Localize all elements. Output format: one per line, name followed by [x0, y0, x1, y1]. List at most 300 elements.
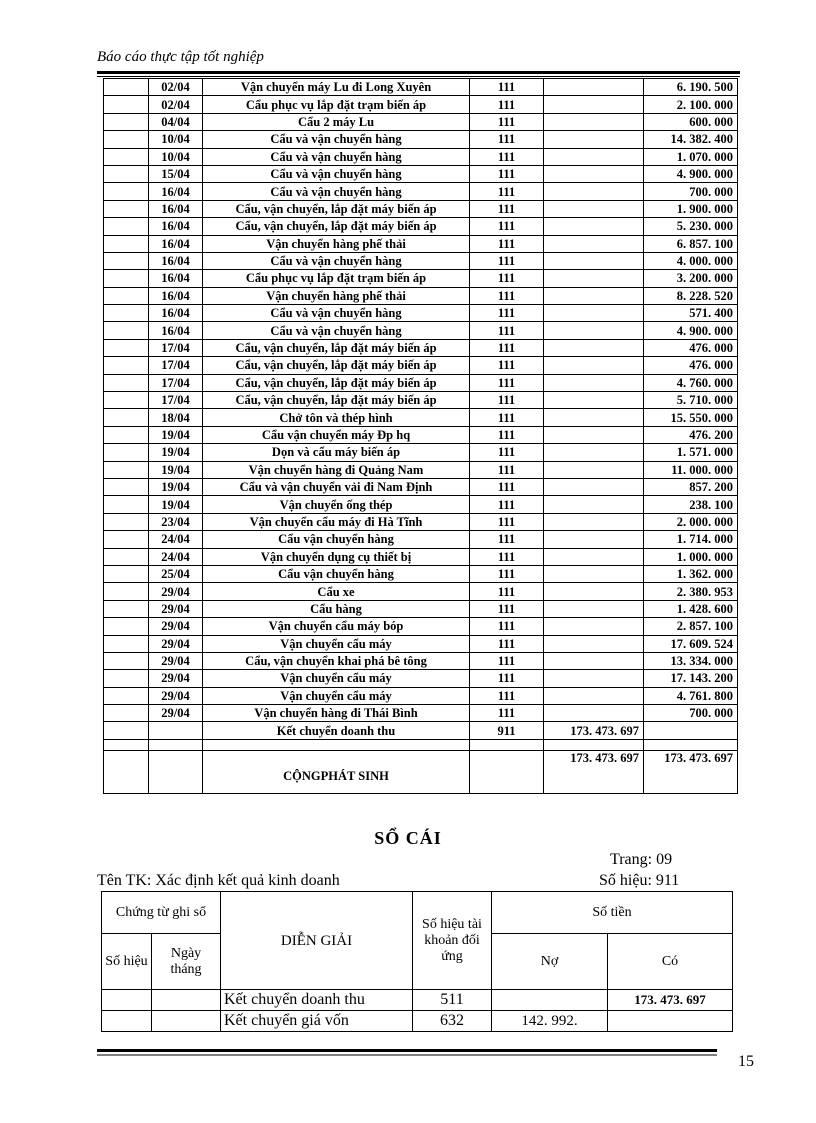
date-cell: 29/04 — [149, 652, 203, 669]
debit-cell — [544, 583, 644, 600]
table-row — [104, 548, 738, 565]
table-row — [104, 96, 738, 113]
table-row — [104, 200, 738, 217]
voucher-no-cell — [104, 183, 149, 200]
table-row — [104, 722, 738, 739]
description-cell: Cẩu vận chuyển hàng — [203, 531, 470, 548]
account-cell: 111 — [470, 478, 544, 495]
debit-cell — [544, 444, 644, 461]
credit-cell: 4. 900. 000 — [644, 322, 738, 339]
account-cell: 111 — [470, 165, 544, 182]
table-row — [104, 687, 738, 704]
date-cell: 29/04 — [149, 635, 203, 652]
credit-cell: 11. 000. 000 — [644, 461, 738, 478]
table-row — [104, 565, 738, 582]
debit-cell — [544, 618, 644, 635]
date-cell: 23/04 — [149, 513, 203, 530]
description-cell: Cẩu 2 máy Lu — [203, 113, 470, 130]
date-cell: 19/04 — [149, 496, 203, 513]
date-cell: 16/04 — [149, 200, 203, 217]
empty-cell — [149, 739, 203, 750]
voucher-no-cell — [104, 252, 149, 269]
description-cell: Kết chuyển doanh thu — [203, 722, 470, 739]
debit-cell — [544, 600, 644, 617]
credit-cell: 2. 100. 000 — [644, 96, 738, 113]
debit-cell — [544, 252, 644, 269]
account-cell: 111 — [470, 652, 544, 669]
description-cell: Dọn và cẩu máy biến áp — [203, 444, 470, 461]
account-cell: 111 — [470, 131, 544, 148]
table-row — [104, 444, 738, 461]
date-cell: 10/04 — [149, 148, 203, 165]
date-cell: 16/04 — [149, 287, 203, 304]
debit-cell — [544, 113, 644, 130]
debit-cell: 173. 473. 697 — [544, 722, 644, 739]
date-cell: 16/04 — [149, 235, 203, 252]
credit-cell: 17. 143. 200 — [644, 670, 738, 687]
header-rule — [97, 71, 740, 74]
description-cell: Cẩu, vận chuyển, lắp đặt máy biến áp — [203, 339, 470, 356]
table-row — [104, 235, 738, 252]
credit-cell: 6. 857. 100 — [644, 235, 738, 252]
table-row — [104, 670, 738, 687]
date-cell: 17/04 — [149, 357, 203, 374]
date-cell: 29/04 — [149, 670, 203, 687]
voucher-no-cell — [104, 461, 149, 478]
debit-cell — [544, 426, 644, 443]
description-cell: Cẩu và vận chuyển hàng — [203, 165, 470, 182]
debit-cell — [544, 705, 644, 722]
debit-cell — [544, 687, 644, 704]
table-row — [104, 461, 738, 478]
account-cell: 111 — [470, 113, 544, 130]
description-cell: Cẩu và vận chuyển hàng — [203, 252, 470, 269]
date-cell: 24/04 — [149, 531, 203, 548]
table-row — [104, 270, 738, 287]
so-cai-body — [102, 892, 733, 1032]
credit-cell: 1. 000. 000 — [644, 548, 738, 565]
voucher-no-cell — [104, 165, 149, 182]
account-cell: 111 — [470, 374, 544, 391]
debit-cell — [544, 652, 644, 669]
date-cell: 29/04 — [149, 600, 203, 617]
table-row — [104, 287, 738, 304]
debit-cell — [544, 339, 644, 356]
table-row — [104, 409, 738, 426]
date-cell — [152, 990, 221, 1011]
voucher-no-cell — [104, 79, 149, 96]
page-label: Trang: 09 — [610, 851, 673, 868]
empty-cell — [470, 739, 544, 750]
credit-cell: 2. 857. 100 — [644, 618, 738, 635]
date-cell: 16/04 — [149, 218, 203, 235]
voucher-no-cell — [104, 96, 149, 113]
debit-cell — [544, 670, 644, 687]
voucher-no-cell — [104, 652, 149, 669]
description-cell: Cẩu, vận chuyển, lắp đặt máy biến áp — [203, 357, 470, 374]
credit-cell: 476. 000 — [644, 357, 738, 374]
credit-cell — [644, 722, 738, 739]
voucher-no-cell — [104, 426, 149, 443]
spacer-row — [104, 739, 738, 750]
table-row — [104, 426, 738, 443]
table-row — [104, 79, 738, 96]
debit-cell — [544, 131, 644, 148]
account-cell: 111 — [470, 305, 544, 322]
voucher-no-cell — [104, 374, 149, 391]
table-row — [104, 113, 738, 130]
account-cell: 111 — [470, 565, 544, 582]
debit-cell — [544, 531, 644, 548]
debit-cell: 142. 992. — [492, 1011, 608, 1032]
description-cell: Cẩu, vận chuyển, lắp đặt máy biến áp — [203, 392, 470, 409]
credit-cell: 476. 200 — [644, 426, 738, 443]
account-cell: 111 — [470, 270, 544, 287]
debit-cell — [544, 165, 644, 182]
table-row — [104, 496, 738, 513]
account-name: Tên TK: Xác định kết quả kinh doanh — [97, 872, 340, 889]
voucher-no-cell — [104, 600, 149, 617]
credit-cell: 4. 760. 000 — [644, 374, 738, 391]
credit-cell: 238. 100 — [644, 496, 738, 513]
account-cell: 111 — [470, 357, 544, 374]
voucher-no-cell — [104, 565, 149, 582]
account-cell: 911 — [470, 722, 544, 739]
voucher-no-cell — [104, 218, 149, 235]
so-cai-title: SỔ CÁI — [374, 828, 442, 848]
credit-cell: 5. 230. 000 — [644, 218, 738, 235]
header-rule-thin — [97, 76, 740, 77]
table-row — [104, 392, 738, 409]
table-row — [104, 705, 738, 722]
date-cell: 16/04 — [149, 322, 203, 339]
debit-cell — [544, 392, 644, 409]
header-voucher: Chứng từ ghi sổ — [102, 892, 221, 934]
voucher-no-cell — [104, 131, 149, 148]
header-contra-account: Số hiệu tài khoản đối ứng — [413, 892, 492, 990]
description-cell: Cẩu, vận chuyển, lắp đặt máy biến áp — [203, 374, 470, 391]
voucher-no-cell — [104, 670, 149, 687]
date-cell — [149, 722, 203, 739]
date-cell: 24/04 — [149, 548, 203, 565]
account-cell: 111 — [470, 705, 544, 722]
voucher-no-cell — [104, 687, 149, 704]
account-cell: 111 — [470, 496, 544, 513]
description-cell: Chở tôn và thép hình — [203, 409, 470, 426]
header-debit: Nợ — [492, 934, 608, 990]
account-cell: 111 — [470, 548, 544, 565]
description-cell: Vận chuyển cẩu máy bóp — [203, 618, 470, 635]
date-cell: 16/04 — [149, 183, 203, 200]
credit-cell: 1. 070. 000 — [644, 148, 738, 165]
debit-cell — [492, 990, 608, 1011]
account-cell: 111 — [470, 218, 544, 235]
voucher-no-cell — [104, 392, 149, 409]
voucher-no-cell — [104, 722, 149, 739]
description-cell: Cẩu, vận chuyển, lắp đặt máy biến áp — [203, 200, 470, 217]
account-cell: 111 — [470, 339, 544, 356]
so-cai-table — [101, 891, 733, 1032]
table-row — [104, 165, 738, 182]
account-cell: 111 — [470, 287, 544, 304]
table-row — [104, 478, 738, 495]
table-row — [104, 252, 738, 269]
voucher-no-cell — [104, 618, 149, 635]
date-cell: 15/04 — [149, 165, 203, 182]
credit-cell: 2. 000. 000 — [644, 513, 738, 530]
date-cell: 10/04 — [149, 131, 203, 148]
account-code: Số hiệu: 911 — [599, 872, 680, 889]
header-voucher-date: Ngày tháng — [152, 934, 221, 990]
empty-cell — [544, 739, 644, 750]
description-cell: Cẩu và vận chuyển hàng — [203, 148, 470, 165]
credit-cell: 8. 228. 520 — [644, 287, 738, 304]
date-cell: 29/04 — [149, 705, 203, 722]
table-row — [104, 635, 738, 652]
credit-cell: 700. 000 — [644, 705, 738, 722]
date-cell: 16/04 — [149, 270, 203, 287]
debit-cell — [544, 96, 644, 113]
voucher-no-cell — [104, 357, 149, 374]
credit-cell: 2. 380. 953 — [644, 583, 738, 600]
voucher-no-cell — [104, 478, 149, 495]
description-cell: Cẩu xe — [203, 583, 470, 600]
date-cell: 02/04 — [149, 79, 203, 96]
date-cell: 18/04 — [149, 409, 203, 426]
description-cell: Vận chuyển hàng đi Quảng Nam — [203, 461, 470, 478]
description-cell: Vận chuyển hàng phế thải — [203, 287, 470, 304]
voucher-no-cell — [104, 531, 149, 548]
credit-cell: 1. 571. 000 — [644, 444, 738, 461]
debit-cell — [544, 461, 644, 478]
description-cell: Cẩu phục vụ lắp đặt trạm biến áp — [203, 96, 470, 113]
description-cell: Vận chuyển cẩu máy — [203, 635, 470, 652]
date-cell: 19/04 — [149, 444, 203, 461]
description-cell: Kết chuyển doanh thu — [221, 990, 413, 1011]
table-row — [104, 374, 738, 391]
revenue-ledger-table — [103, 78, 738, 794]
account-cell: 111 — [470, 618, 544, 635]
account-cell: 111 — [470, 252, 544, 269]
debit-cell — [544, 565, 644, 582]
description-cell: Vận chuyển dụng cụ thiết bị — [203, 548, 470, 565]
account-cell: 111 — [470, 426, 544, 443]
debit-cell — [544, 548, 644, 565]
account-cell: 111 — [470, 444, 544, 461]
total-debit: 173. 473. 697 — [544, 750, 644, 793]
credit-cell: 600. 000 — [644, 113, 738, 130]
account-cell: 111 — [470, 409, 544, 426]
description-cell: Cẩu và vận chuyển hàng — [203, 183, 470, 200]
voucher-no-cell — [104, 200, 149, 217]
debit-cell — [544, 513, 644, 530]
credit-cell: 15. 550. 000 — [644, 409, 738, 426]
debit-cell — [544, 496, 644, 513]
voucher-no-cell — [104, 409, 149, 426]
table-row — [102, 1011, 733, 1032]
description-cell: Cẩu, vận chuyển khai phá bê tông — [203, 652, 470, 669]
voucher-no-cell — [104, 513, 149, 530]
description-cell: Vận chuyển cẩu máy đi Hà Tĩnh — [203, 513, 470, 530]
account-cell: 111 — [470, 235, 544, 252]
voucher-no-cell — [104, 287, 149, 304]
table-row — [104, 183, 738, 200]
date-cell: 29/04 — [149, 583, 203, 600]
debit-cell — [544, 322, 644, 339]
empty-cell — [104, 739, 149, 750]
table-row — [104, 357, 738, 374]
debit-cell — [544, 183, 644, 200]
date-cell: 19/04 — [149, 461, 203, 478]
voucher-no-cell — [104, 705, 149, 722]
description-cell: Cẩu và vận chuyển hàng — [203, 305, 470, 322]
debit-cell — [544, 200, 644, 217]
debit-cell — [544, 357, 644, 374]
credit-cell: 476. 000 — [644, 339, 738, 356]
total-label: CỘNGPHÁT SINH — [203, 750, 470, 793]
description-cell: Cẩu, vận chuyển, lắp đặt máy biến áp — [203, 218, 470, 235]
account-cell: 111 — [470, 600, 544, 617]
voucher-no-cell — [104, 444, 149, 461]
debit-cell — [544, 218, 644, 235]
account-cell: 111 — [470, 392, 544, 409]
voucher-no-cell — [104, 635, 149, 652]
voucher-no-cell — [104, 305, 149, 322]
description-cell: Kết chuyển giá vốn — [221, 1011, 413, 1032]
credit-cell: 1. 362. 000 — [644, 565, 738, 582]
voucher-no-cell — [102, 1011, 152, 1032]
credit-cell: 1. 900. 000 — [644, 200, 738, 217]
credit-cell — [608, 1011, 733, 1032]
credit-cell: 6. 190. 500 — [644, 79, 738, 96]
account-cell: 111 — [470, 148, 544, 165]
empty-cell — [470, 750, 544, 793]
date-cell: 17/04 — [149, 339, 203, 356]
table-row — [104, 618, 738, 635]
credit-cell: 3. 200. 000 — [644, 270, 738, 287]
account-cell: 111 — [470, 183, 544, 200]
debit-cell — [544, 148, 644, 165]
table-row — [104, 583, 738, 600]
account-cell: 111 — [470, 461, 544, 478]
table-row — [102, 990, 733, 1011]
debit-cell — [544, 478, 644, 495]
date-cell — [152, 1011, 221, 1032]
account-cell: 111 — [470, 670, 544, 687]
description-cell: Cẩu hàng — [203, 600, 470, 617]
voucher-no-cell — [104, 339, 149, 356]
description-cell: Vận chuyển hàng phế thải — [203, 235, 470, 252]
account-cell: 632 — [413, 1011, 492, 1032]
description-cell: Cẩu vận chuyển hàng — [203, 565, 470, 582]
credit-cell: 857. 200 — [644, 478, 738, 495]
date-cell: 19/04 — [149, 478, 203, 495]
table-row — [104, 218, 738, 235]
credit-cell: 571. 400 — [644, 305, 738, 322]
credit-cell: 4. 900. 000 — [644, 165, 738, 182]
credit-cell: 4. 000. 000 — [644, 252, 738, 269]
date-cell: 29/04 — [149, 687, 203, 704]
table-row — [104, 339, 738, 356]
description-cell: Cẩu và vận chuyển hàng — [203, 322, 470, 339]
total-row — [104, 750, 738, 793]
debit-cell — [544, 235, 644, 252]
report-title: Báo cáo thực tập tốt nghiệp — [97, 49, 264, 65]
header-amount: Số tiền — [492, 892, 733, 934]
description-cell: Vận chuyển cẩu máy — [203, 687, 470, 704]
description-cell: Cẩu và vận chuyển hàng — [203, 131, 470, 148]
footer-rule — [97, 1049, 717, 1057]
table-row — [104, 131, 738, 148]
date-cell: 17/04 — [149, 374, 203, 391]
account-cell: 111 — [470, 79, 544, 96]
debit-cell — [544, 305, 644, 322]
debit-cell — [544, 409, 644, 426]
empty-cell — [203, 739, 470, 750]
account-cell: 111 — [470, 322, 544, 339]
account-cell: 511 — [413, 990, 492, 1011]
date-cell: 16/04 — [149, 252, 203, 269]
date-cell: 19/04 — [149, 426, 203, 443]
credit-cell: 700. 000 — [644, 183, 738, 200]
header-credit: Có — [608, 934, 733, 990]
voucher-no-cell — [104, 270, 149, 287]
voucher-no-cell — [104, 496, 149, 513]
voucher-no-cell — [104, 583, 149, 600]
credit-cell: 4. 761. 800 — [644, 687, 738, 704]
header-voucher-no: Số hiệu — [102, 934, 152, 990]
empty-cell — [104, 750, 149, 793]
description-cell: Cẩu vận chuyển máy Đp hq — [203, 426, 470, 443]
debit-cell — [544, 79, 644, 96]
description-cell: Vận chuyển ống thép — [203, 496, 470, 513]
date-cell: 16/04 — [149, 305, 203, 322]
table-row — [104, 513, 738, 530]
date-cell: 29/04 — [149, 618, 203, 635]
credit-cell: 14. 382. 400 — [644, 131, 738, 148]
table-row — [104, 531, 738, 548]
debit-cell — [544, 270, 644, 287]
description-cell: Cẩu và vận chuyển vải đi Nam Định — [203, 478, 470, 495]
date-cell: 02/04 — [149, 96, 203, 113]
voucher-no-cell — [102, 990, 152, 1011]
account-cell: 111 — [470, 200, 544, 217]
page-number: 15 — [738, 1053, 754, 1070]
table-row — [104, 148, 738, 165]
voucher-no-cell — [104, 148, 149, 165]
credit-cell: 5. 710. 000 — [644, 392, 738, 409]
voucher-no-cell — [104, 322, 149, 339]
description-cell: Vận chuyển cẩu máy — [203, 670, 470, 687]
table-row — [104, 322, 738, 339]
voucher-no-cell — [104, 235, 149, 252]
voucher-no-cell — [104, 548, 149, 565]
credit-cell: 13. 334. 000 — [644, 652, 738, 669]
date-cell: 25/04 — [149, 565, 203, 582]
empty-cell — [149, 750, 203, 793]
credit-cell: 1. 428. 600 — [644, 600, 738, 617]
table-row — [104, 600, 738, 617]
total-credit: 173. 473. 697 — [644, 750, 738, 793]
table-row — [104, 652, 738, 669]
account-cell: 111 — [470, 687, 544, 704]
description-cell: Cẩu phục vụ lắp đặt trạm biến áp — [203, 270, 470, 287]
credit-cell: 173. 473. 697 — [608, 990, 733, 1011]
table-row — [104, 305, 738, 322]
account-cell: 111 — [470, 96, 544, 113]
debit-cell — [544, 374, 644, 391]
account-cell: 111 — [470, 583, 544, 600]
